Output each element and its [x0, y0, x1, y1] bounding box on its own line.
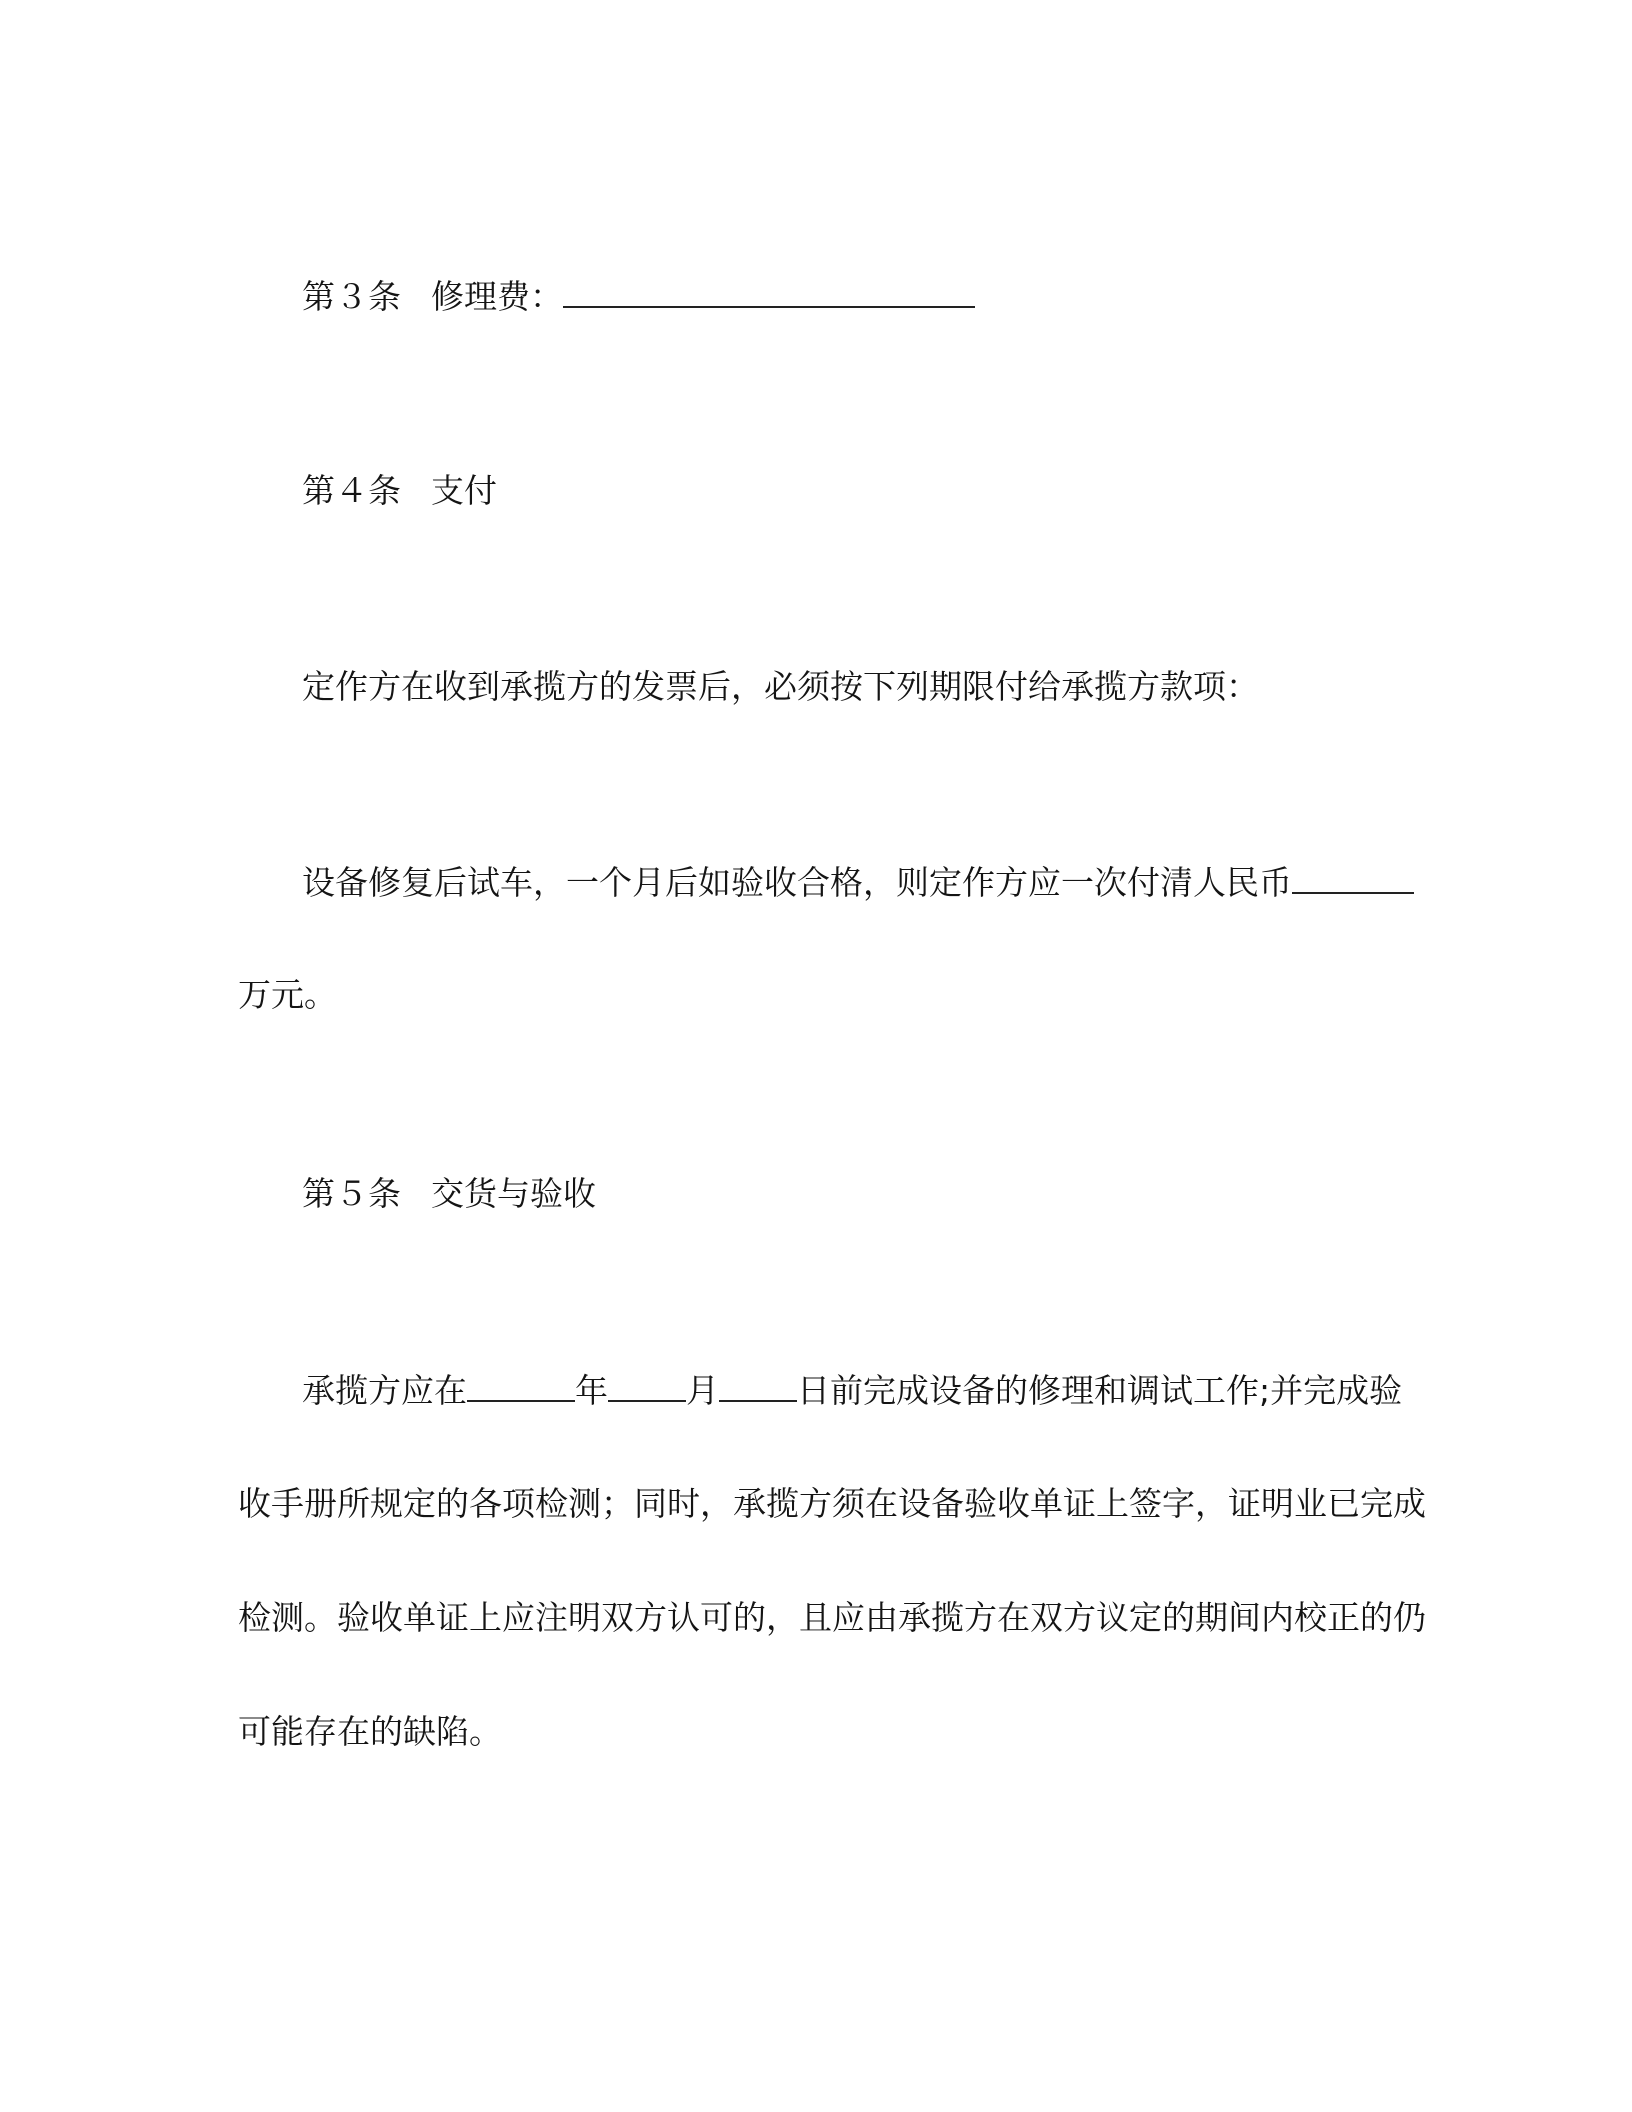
- delivery-paragraph-line-1: [302, 1370, 1402, 1410]
- article-4-heading: [302, 471, 497, 511]
- article-5-heading: [302, 1174, 596, 1214]
- article-5-number: 第５条: [302, 1174, 401, 1213]
- year-blank: [467, 1370, 575, 1402]
- article-3-title: 修理费：: [431, 277, 563, 316]
- delivery-paragraph-line-2: 收手册所规定的各项检测；同时，承揽方须在设备验收单证上签字，证明业已完成: [238, 1484, 1426, 1523]
- delivery-paragraph-line-3: 检测。验收单证上应注明双方认可的，且应由承揽方在双方议定的期间内校正的仍: [238, 1598, 1426, 1637]
- article-3-heading: [302, 276, 975, 316]
- article-4-title: 支付: [431, 471, 497, 510]
- repair-fee-blank: [563, 276, 975, 308]
- delivery-prefix: 承揽方应在: [302, 1371, 467, 1410]
- article-5-title: 交货与验收: [431, 1174, 596, 1213]
- amount-blank: [1292, 862, 1414, 894]
- article-4-number: 第４条: [302, 471, 401, 510]
- month-label: 月: [686, 1371, 719, 1410]
- payment-terms-line-1: [302, 862, 1414, 902]
- payment-terms-text: 设备修复后试车，一个月后如验收合格，则定作方应一次付清人民币: [302, 863, 1292, 902]
- article-3-number: 第３条: [302, 277, 401, 316]
- year-label: 年: [575, 1371, 608, 1410]
- payment-terms-line-2: 万元。: [238, 975, 337, 1014]
- delivery-paragraph-line-4: 可能存在的缺陷。: [238, 1712, 502, 1751]
- month-blank: [608, 1370, 686, 1402]
- delivery-suffix: 日前完成设备的修理和调试工作;并完成验: [797, 1371, 1403, 1410]
- payment-intro-paragraph: 定作方在收到承揽方的发票后，必须按下列期限付给承揽方款项：: [302, 667, 1259, 706]
- day-blank: [719, 1370, 797, 1402]
